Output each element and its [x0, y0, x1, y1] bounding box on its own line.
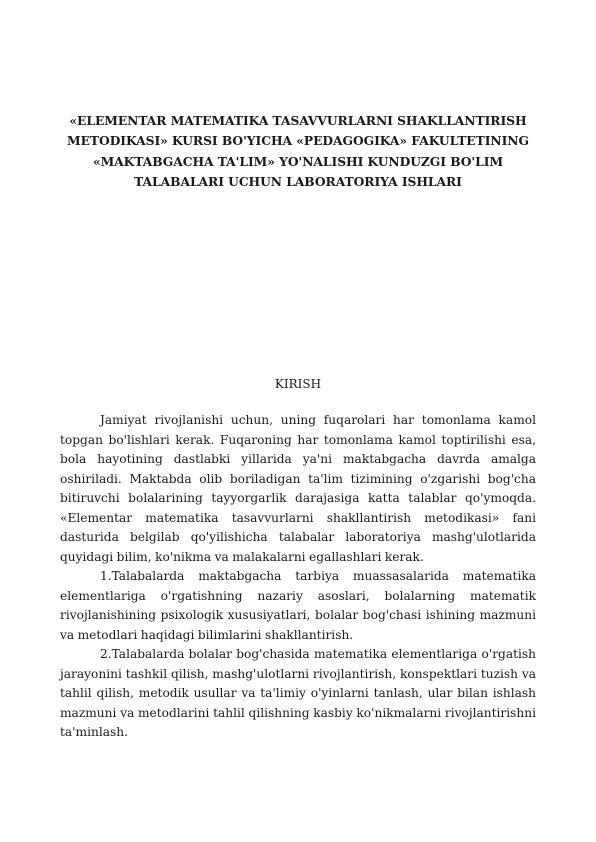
body-text	[60, 411, 536, 743]
paragraph-point-2: 2.Talabalarda bolalar bog'chasida matematika elementlariga o'rgatish jarayonini tashkil qilish, mashg'ulotlarni rivojlantirish, konspektlari tuzish va tahlil qilish, metodik usullar va ta'limiy o'yinlarni tanlash, ular bilan ishlash mazmuni va metodlarini tahlil qilishning kasbiy ko'nikmalarni rivojlantirishni ta'minlash.	[60, 647, 536, 739]
document-title: «ELEMENTAR MATEMATIKA TASAVVURLARNI SHAKLLANTIRISH METODIKASI» KURSI BO'YICHA «PEDAGOGIKA» FAKULTETINING «MAKTABGACHA TA'LIM» YO'NALISHI KUNDUZGI BO'LIM TALABALARI UCHUN LABORATORIYA ISHLARI	[67, 113, 529, 190]
paragraph-point-1: 1.Talabalarda maktabgacha tarbiya muassasalarida matematika elementlariga o'rgatishning nazariy asoslari, bolalarning matematik rivojlanishining psixologik xususiyatlari, bolalar bog'chasi ishining mazmuni va metodlari haqidagi bilimlarini shakllantirish.	[60, 569, 536, 642]
paragraph-intro: Jamiyat rivojlanishi uchun, uning fuqarolari har tomonlama kamol topgan bo'lishlari kerak. Fuqaroning har tomonlama kamol toptirilishi esa, bola hayotining dastlabki yillarida ya'ni maktabgacha davrda amalga oshiriladi. Maktabda olib boriladigan ta'lim tizimining o'zgarishi bog'cha bitiruvchi bolalarining tayyorgarlik darajasiga katta talablar qo'ymoqda. «Elementar matematika tasavvurlarni shakllantirish metodikasi» fani dasturida belgilab qo'yilishicha talabalar laboratoriya mashg'ulotlarida quyidagi bilim, ko'nikma va malakalarni egallashlari kerak.	[60, 413, 536, 564]
section-heading: KIRISH	[274, 377, 322, 391]
